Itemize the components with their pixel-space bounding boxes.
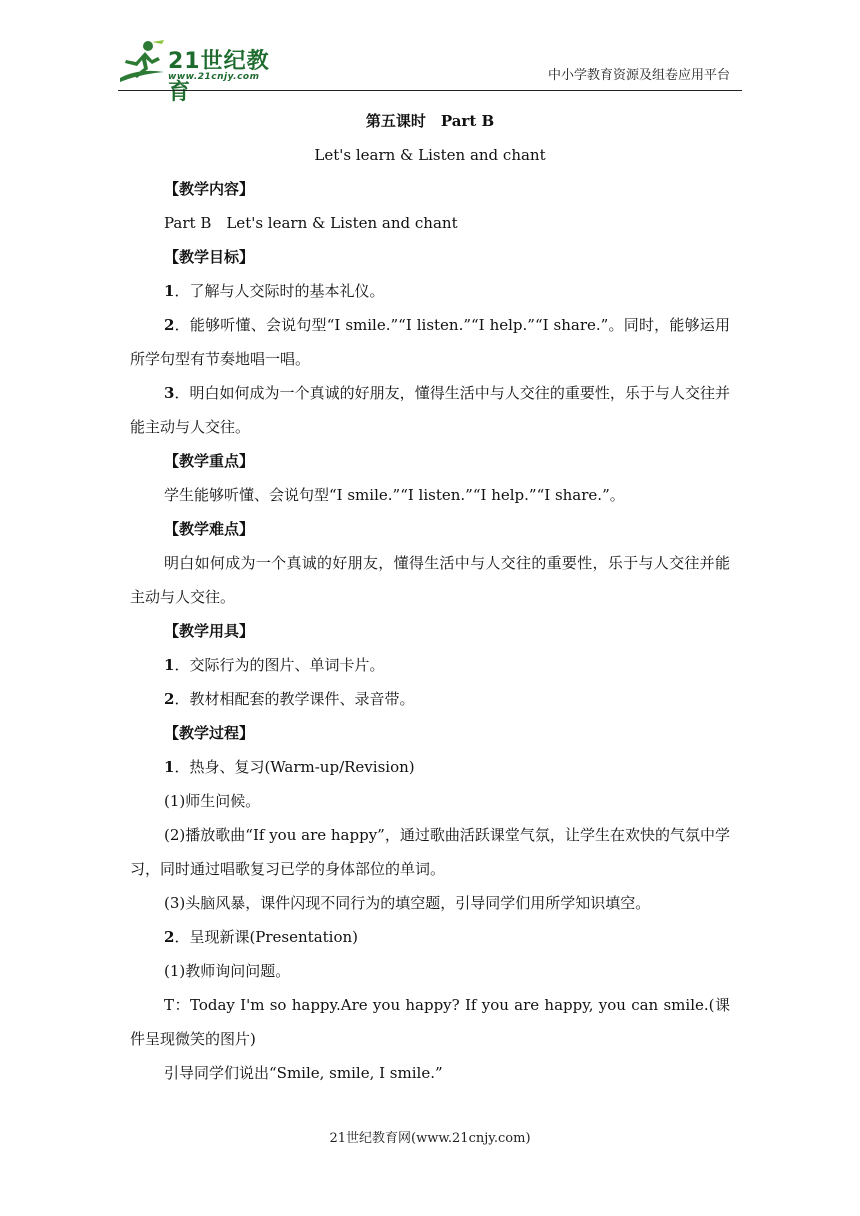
goal-number: 2 xyxy=(164,316,175,334)
heading-content: 【教学内容】 xyxy=(164,180,255,198)
step-text: ．呈现新课(Presentation) xyxy=(174,928,359,946)
process-substep: (3)头脑风暴，课件闪现不同行为的填空题，引导同学们用所学知识填空。 xyxy=(164,894,651,912)
logo xyxy=(118,38,288,105)
logo-text: 21世纪教育 xyxy=(168,49,270,105)
goal-text: ．能够听懂、会说句型“I smile.”“I listen.”“I help.”“I share.”。同时，能够运用所学句型有节奏地唱一唱。 xyxy=(130,316,730,368)
tool-text: ．教材相配套的教学课件、录音带。 xyxy=(174,690,415,708)
tool-item xyxy=(130,648,730,682)
step-number: 1 xyxy=(164,758,175,776)
heading-difficulties: 【教学难点】 xyxy=(164,520,255,538)
process-substep: (1)教师询问问题。 xyxy=(164,962,291,980)
goal-number: 1 xyxy=(164,282,175,300)
runner-logo-icon xyxy=(118,38,168,84)
process-step xyxy=(130,750,730,784)
header-divider xyxy=(118,90,742,91)
content-line: Part B Let's learn & Listen and chant xyxy=(164,214,458,232)
tool-item xyxy=(130,682,730,716)
difficulties-text: 明白如何成为一个真诚的好朋友，懂得生活中与人交往的重要性，乐于与人交往并能主动与人交往。 xyxy=(130,554,730,606)
goal-item xyxy=(130,274,730,308)
heading-tools: 【教学用具】 xyxy=(164,622,255,640)
document-body xyxy=(130,104,730,1090)
heading-process: 【教学过程】 xyxy=(164,724,255,742)
tool-number: 2 xyxy=(164,690,175,708)
goal-number: 3 xyxy=(164,384,175,402)
lesson-title: 第五课时 Part B xyxy=(365,112,495,130)
goal-text: ．了解与人交际时的基本礼仪。 xyxy=(174,282,385,300)
heading-goals: 【教学目标】 xyxy=(164,248,255,266)
process-substep: (2)播放歌曲“If you are happy”，通过歌曲活跃课堂气氛，让学生在欢快的气氛中学习，同时通过唱歌复习已学的身体部位的单词。 xyxy=(130,826,730,878)
page-header xyxy=(0,0,860,105)
step-text: ．热身、复习(Warm-up/Revision) xyxy=(174,758,415,776)
step-number: 2 xyxy=(164,928,175,946)
guide-text: 引导同学们说出“Smile, smile, I smile.” xyxy=(164,1064,443,1082)
process-substep: (1)师生问候。 xyxy=(164,792,261,810)
logo-url: www.21cnjy.com xyxy=(168,72,260,82)
lesson-subtitle: Let's learn & Listen and chant xyxy=(314,146,546,164)
heading-key-points: 【教学重点】 xyxy=(164,452,255,470)
page-footer: 21世纪教育网(www.21cnjy.com) xyxy=(329,1131,531,1146)
platform-name: 中小学教育资源及组卷应用平台 xyxy=(547,68,730,83)
goal-item xyxy=(130,376,730,444)
goal-item xyxy=(130,308,730,376)
tool-text: ．交际行为的图片、单词卡片。 xyxy=(174,656,385,674)
key-points-text: 学生能够听懂、会说句型“I smile.”“I listen.”“I help.”“I share.”。 xyxy=(164,486,625,504)
process-step xyxy=(130,920,730,954)
teacher-dialogue: T：Today I'm so happy.Are you happy? If you are happy, you can smile.(课件呈现微笑的图片) xyxy=(130,996,730,1048)
goal-text: ．明白如何成为一个真诚的好朋友，懂得生活中与人交往的重要性，乐于与人交往并能主动与人交往。 xyxy=(130,384,730,436)
tool-number: 1 xyxy=(164,656,175,674)
